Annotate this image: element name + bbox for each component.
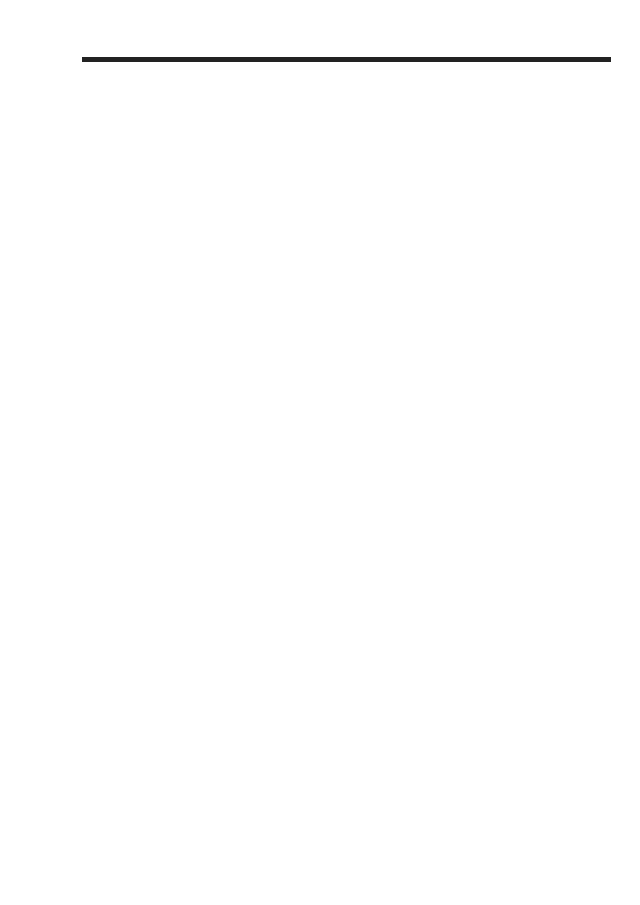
content-cell: [219, 61, 611, 62]
tariff-table: [82, 57, 611, 62]
region-cell: [83, 61, 219, 62]
table-row: [83, 61, 611, 62]
